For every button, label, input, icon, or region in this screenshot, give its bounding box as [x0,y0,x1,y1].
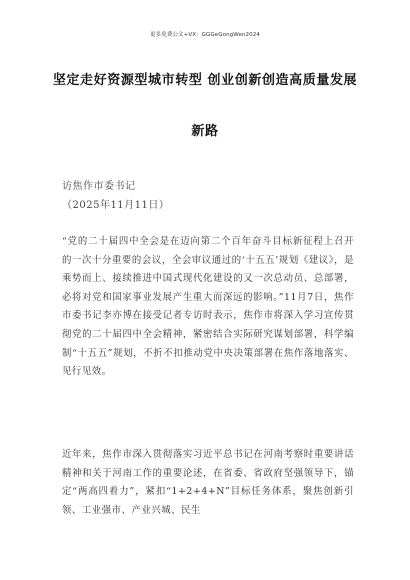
paragraph-text: “党的二十届四中全会是在迈向第二个百年奋斗目标新征程上召开的一次十分重要的会议，全会审议通过的‘十五五’规划《建议》，是乘势而上、接续推进中国式现代化建设的又一次总动员、总部署，必将对党和国家事业发展产生重大而深远的影响。”11月7日，焦作市委书记李亦博在接受记者专访时表示，焦作市将深入学习宣传贯彻党的二十届四中全会精神，紧密结合实际研究谋划部署，科学编制“十五五”规划，不折不扣推动党中央决策部署在焦作落地落实、见行见效。 [62,236,354,378]
byline-interviewee: 访焦作市委书记 [62,181,136,192]
byline-date: （2025年11月11日） [62,200,170,211]
document-title-line-2: 新路 [191,124,219,139]
body-paragraph-2 [62,446,354,520]
header-note: 更多免费公文+VX：GGGeGongWen2024 [150,32,260,38]
paragraph-text: 近年来，焦作市深入贯彻落实习近平总书记在河南考察时重要讲话精神和关于河南工作的重要论述，在省委、省政府坚强领导下，锚定“两高四着力”，紧扣“1+2+4+N”目标任务体系，聚焦创新引领、工业强市、产业兴城、民生 [62,449,354,516]
body-paragraph-1 [62,233,354,382]
document-title-line-1: 坚定走好资源型城市转型 创业创新创造高质量发展 [52,73,358,88]
